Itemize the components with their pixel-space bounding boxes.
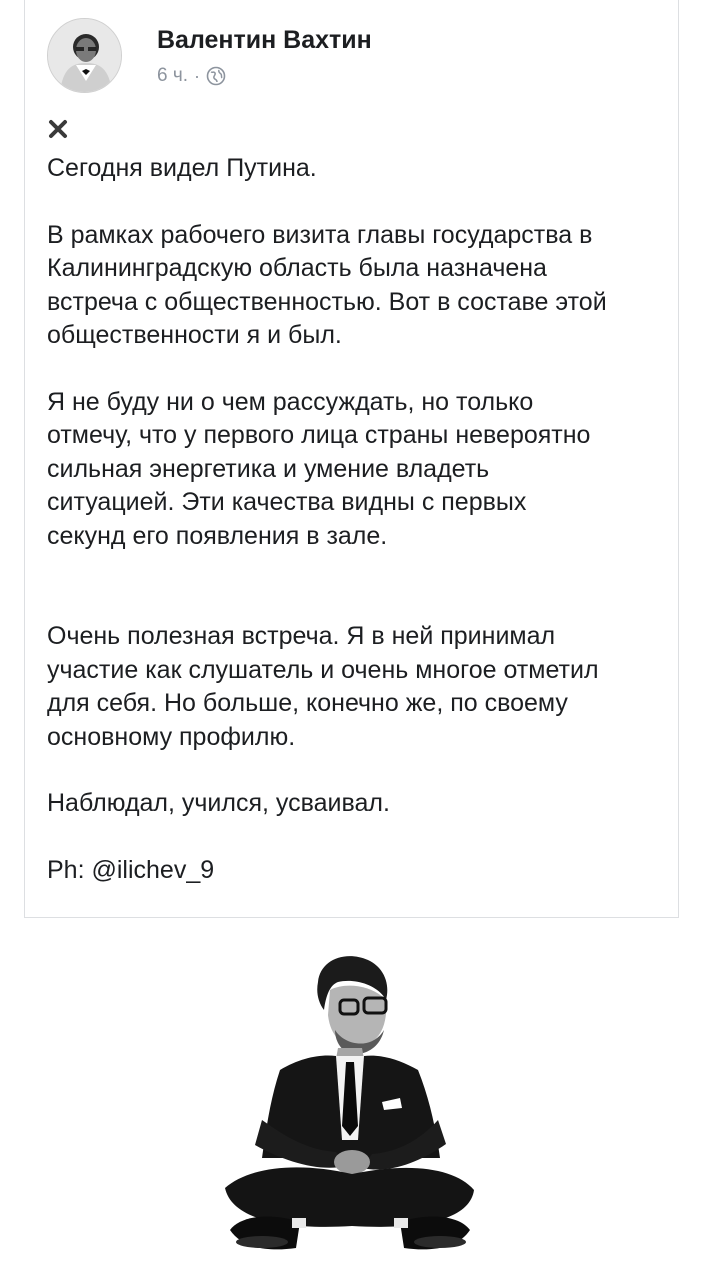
post-paragraph-4: Очень полезная встреча. Я в ней принимал участие как слушатель и очень многое отметил для себя. Но больше, конечно же, по своему основному профилю. bbox=[47, 622, 599, 751]
post-paragraph-1: Сегодня видел Путина. bbox=[47, 154, 317, 182]
man-in-suit-photo-icon bbox=[0, 930, 701, 1280]
close-icon[interactable] bbox=[47, 118, 69, 140]
post-paragraph-5: Наблюдал, учился, усваивал. bbox=[47, 789, 390, 817]
post-credit[interactable]: Ph: @ilichev_9 bbox=[47, 855, 215, 884]
globe-icon bbox=[206, 66, 226, 86]
post-paragraph-3: Я не буду ни о чем рассуждать, но только отмечу, что у первого лица страны невероятно сильная энергетика и умение владеть ситуацией. Эти качества видны с первых секунд его появления в зале. bbox=[47, 387, 591, 550]
avatar[interactable] bbox=[47, 18, 122, 93]
post-card bbox=[24, 0, 679, 918]
post-body bbox=[47, 152, 667, 887]
post-photo[interactable] bbox=[0, 930, 701, 1280]
post-time[interactable]: 6 ч. bbox=[157, 65, 189, 86]
author-name[interactable]: Валентин Вахтин bbox=[157, 26, 372, 54]
avatar-portrait-icon bbox=[48, 19, 122, 93]
post-meta bbox=[157, 62, 226, 90]
meta-separator: · bbox=[194, 66, 201, 86]
post-paragraph-2: В рамках рабочего визита главы государства в Калининградскую область была назначена встреча с общественностью. Вот в составе этой общественности я и был. bbox=[47, 220, 607, 349]
post-header bbox=[47, 18, 647, 98]
